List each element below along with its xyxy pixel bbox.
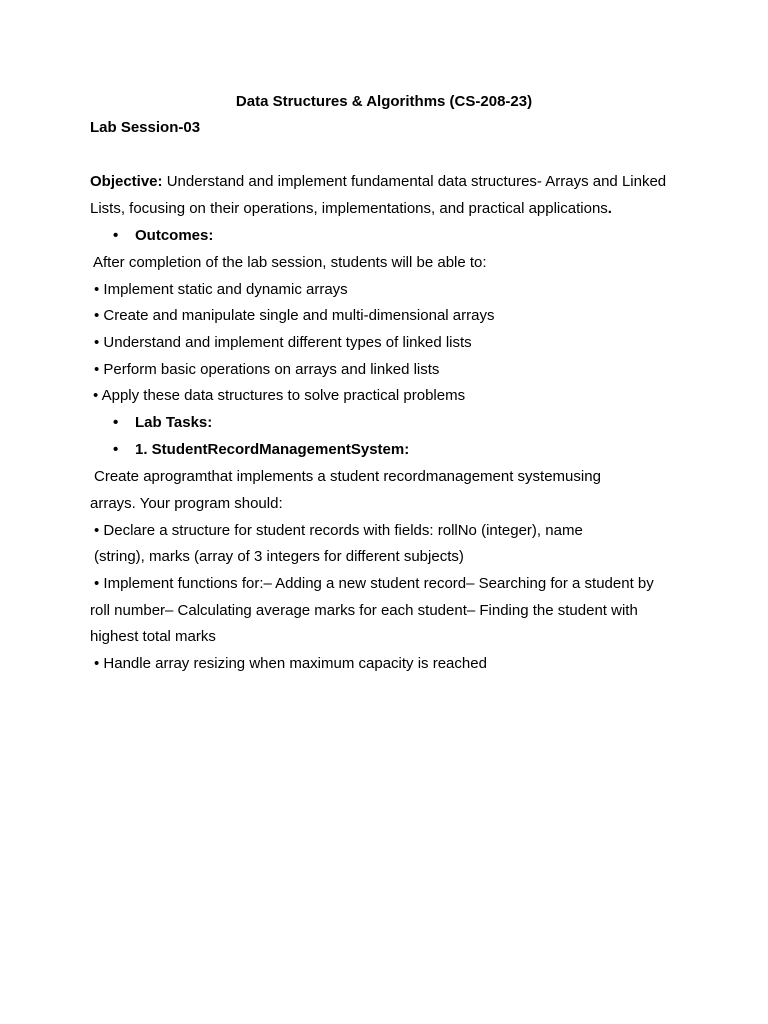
outcome-item: • Implement static and dynamic arrays (94, 281, 348, 298)
outcome-item: • Understand and implement different types of linked lists (94, 334, 472, 351)
task1-text-line: highest total marks (90, 628, 216, 645)
lab-tasks-heading: Lab Tasks: (135, 414, 213, 431)
task1-text-line: • Declare a structure for student records with fields: rollNo (integer), name (94, 522, 583, 539)
outcomes-heading: Outcomes: (135, 227, 214, 244)
objective-line-2 (90, 196, 612, 222)
task1-text-line: roll number– Calculating average marks for each student– Finding the student with (90, 602, 638, 619)
document-title: Data Structures & Algorithms (CS-208-23) (235, 93, 533, 110)
outcome-item: • Perform basic operations on arrays and linked lists (94, 361, 440, 378)
task1-text-line: (string), marks (array of 3 integers for different subjects) (94, 548, 464, 565)
objective-label: Objective: (90, 173, 163, 190)
task1-text-line: • Handle array resizing when maximum capacity is reached (94, 655, 487, 672)
session-heading: Lab Session-03 (90, 119, 201, 136)
lab-tasks-bullet: • (113, 414, 119, 431)
task1-heading: 1. StudentRecordManagementSystem: (135, 441, 410, 458)
task1-text-line: Create aprogramthat implements a student recordmanagement systemusing (94, 468, 601, 485)
outcomes-intro: After completion of the lab session, students will be able to: (93, 254, 487, 271)
objective-period: . (607, 200, 612, 217)
outcomes-bullet: • (113, 227, 119, 244)
objective-text-1: Understand and implement fundamental data structures- Arrays and Linked (162, 173, 667, 190)
task1-text-line: arrays. Your program should: (90, 495, 283, 512)
task1-text-line: • Implement functions for:– Adding a new student record– Searching for a student by (94, 575, 654, 592)
task1-bullet: • (113, 441, 119, 458)
outcome-item: • Create and manipulate single and multi-dimensional arrays (94, 307, 495, 324)
outcome-item: • Apply these data structures to solve practical problems (93, 387, 466, 404)
objective-text-2: Lists, focusing on their operations, implementations, and practical applications (90, 200, 608, 217)
objective-line-1 (90, 169, 666, 195)
